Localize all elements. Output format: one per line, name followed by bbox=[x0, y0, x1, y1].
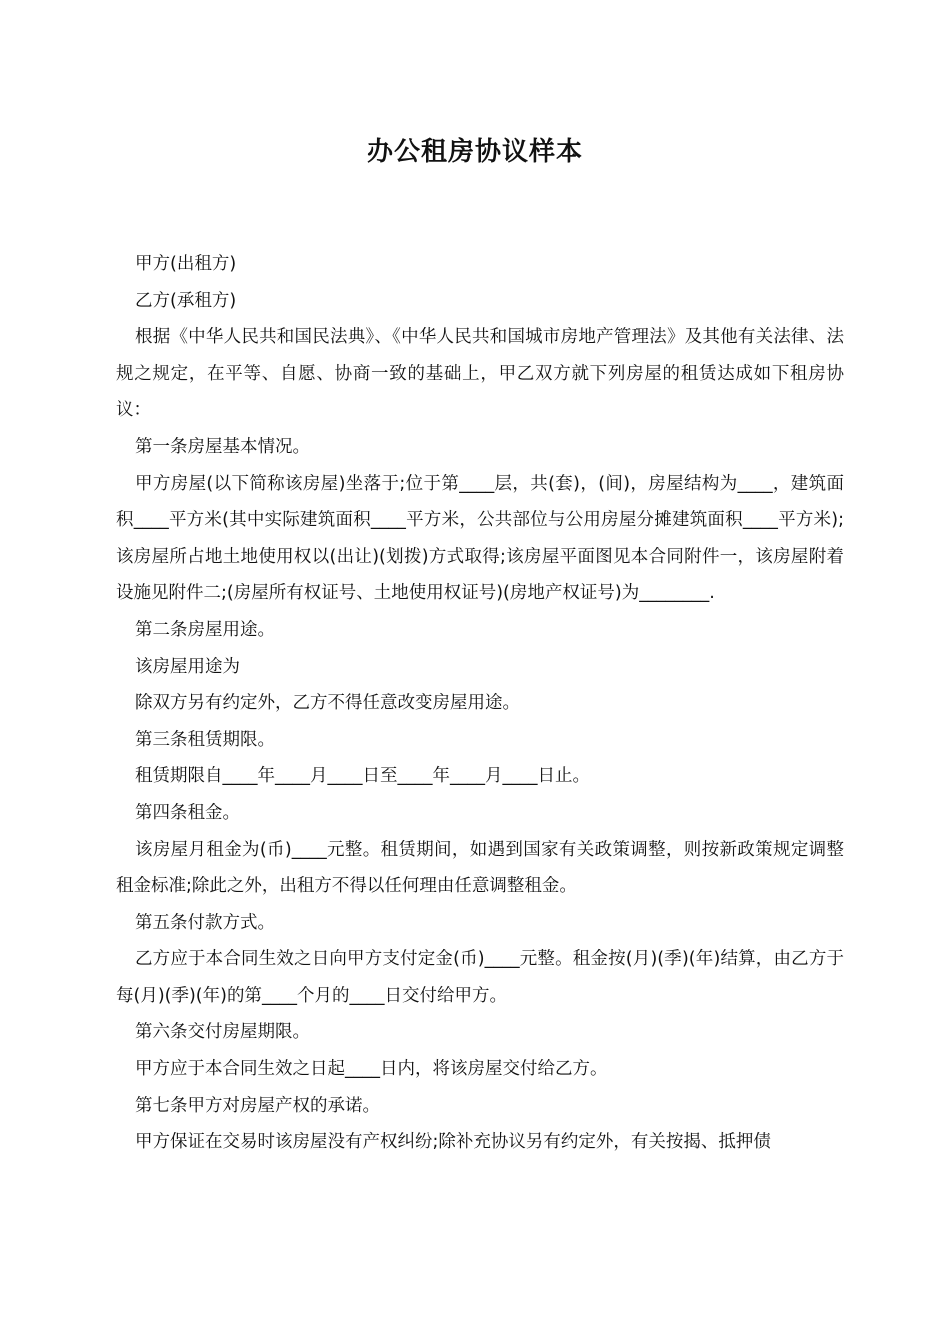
article-4-text: 该房屋月租金为(币)____元整。租赁期间，如遇到国家有关政策调整，则按新政策规定调整租金标准;除此之外，出租方不得以任何理由任意调整租金。 bbox=[116, 839, 844, 897]
article-6-text: 甲方应于本合同生效之日起____日内，将该房屋交付给乙方。 bbox=[135, 1059, 608, 1080]
article-1-text: 甲方房屋(以下简称该房屋)坐落于;位于第____层，共(套)，(间)，房屋结构为____，建筑面积____平方米(其中实际建筑面积____平方米，公共部位与公用房屋分摊建筑面积____平方米);该房屋所占地土地使用权以(出让)(划拨)方式取得;该房屋平面图见本合同附件一，该房屋附着设施见附件二;(房屋所有权证号、土地使用权证号)(房地产权证号)为________. bbox=[116, 473, 844, 604]
document-title: 办公租房协议样本 bbox=[366, 137, 583, 167]
article-2-text-1: 该房屋用途为 bbox=[135, 656, 240, 677]
article-7-text: 甲方保证在交易时该房屋没有产权纠纷;除补充协议另有约定外，有关按揭、抵押债 bbox=[135, 1132, 771, 1153]
paragraph-party-b: 乙方(承租方) bbox=[135, 290, 237, 311]
article-6-heading: 第六条交付房屋期限。 bbox=[135, 1022, 310, 1043]
article-4-heading: 第四条租金。 bbox=[135, 802, 240, 823]
article-5-heading: 第五条付款方式。 bbox=[135, 912, 275, 933]
paragraph-preamble: 根据《中华人民共和国民法典》、《中华人民共和国城市房地产管理法》及其他有关法律、法规之规定，在平等、自愿、协商一致的基础上，甲乙双方就下列房屋的租赁达成如下租房协议： bbox=[116, 327, 844, 421]
article-2-heading: 第二条房屋用途。 bbox=[135, 619, 275, 640]
article-3-heading: 第三条租赁期限。 bbox=[135, 729, 275, 750]
article-3-text: 租赁期限自____年____月____日至____年____月____日止。 bbox=[135, 766, 590, 787]
article-1-heading: 第一条房屋基本情况。 bbox=[135, 436, 310, 457]
article-2-text-2: 除双方另有约定外，乙方不得任意改变房屋用途。 bbox=[135, 693, 520, 714]
article-5-text: 乙方应于本合同生效之日向甲方支付定金(币)____元整。租金按(月)(季)(年)结算，由乙方于每(月)(季)(年)的第____个月的____日交付给甲方。 bbox=[116, 949, 844, 1006]
article-7-heading: 第七条甲方对房屋产权的承诺。 bbox=[135, 1095, 380, 1116]
document-body bbox=[116, 246, 844, 1161]
paragraph-party-a: 甲方(出租方) bbox=[135, 254, 237, 274]
